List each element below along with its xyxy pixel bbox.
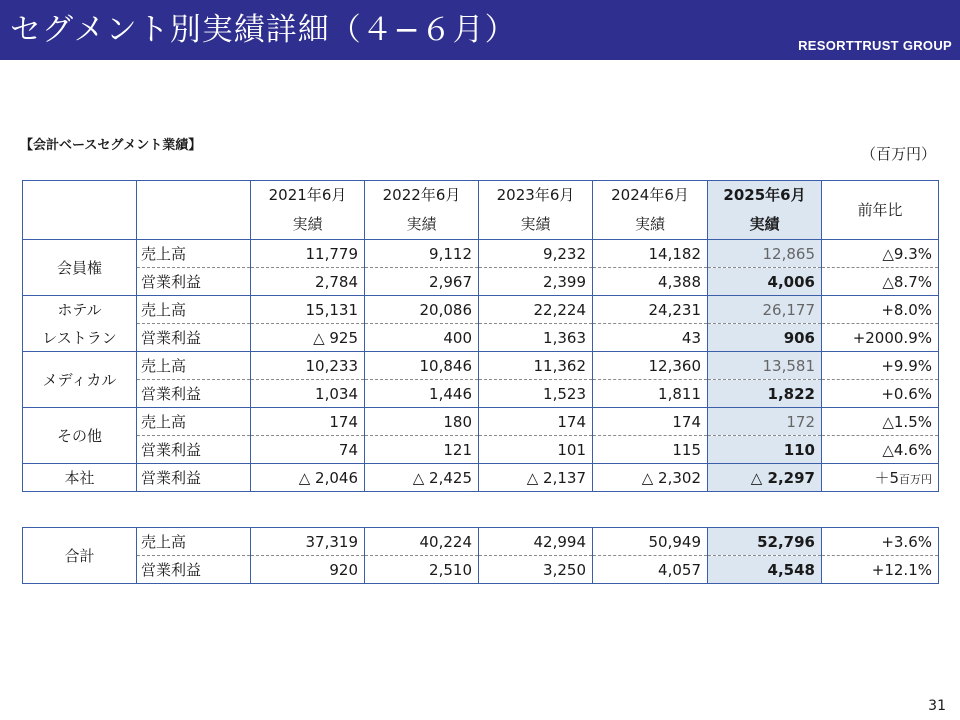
row-item-label: 営業利益 xyxy=(137,464,251,492)
cell-value: △ 2,137 xyxy=(479,464,593,492)
row-item-label: 営業利益 xyxy=(137,380,251,408)
cell-value: 174 xyxy=(251,408,365,436)
table-header-row xyxy=(23,181,939,240)
cell-yoy: +12.1% xyxy=(822,556,939,584)
cell-value: 174 xyxy=(593,408,708,436)
header-2022: 2022年6月 実績 xyxy=(365,181,479,240)
cell-yoy: △4.6% xyxy=(822,436,939,464)
page-title: セグメント別実績詳細（４−６月） xyxy=(10,12,517,48)
cell-value: 40,224 xyxy=(365,528,479,556)
row-item-label: 売上高 xyxy=(137,352,251,380)
cell-value: 4,388 xyxy=(593,268,708,296)
cell-value: 11,362 xyxy=(479,352,593,380)
cell-value: 11,779 xyxy=(251,240,365,268)
table-row xyxy=(23,324,939,352)
cell-value: 101 xyxy=(479,436,593,464)
cell-value-current: 4,548 xyxy=(708,556,822,584)
table-row xyxy=(23,528,939,556)
row-item-label: 営業利益 xyxy=(137,268,251,296)
cell-value-current: 110 xyxy=(708,436,822,464)
cell-yoy: △9.3% xyxy=(822,240,939,268)
table-row xyxy=(23,408,939,436)
cell-value-current: 12,865 xyxy=(708,240,822,268)
cell-yoy: +2000.9% xyxy=(822,324,939,352)
cell-value: 1,446 xyxy=(365,380,479,408)
cell-value: 42,994 xyxy=(479,528,593,556)
row-item-label: 売上高 xyxy=(137,408,251,436)
cell-value: 2,784 xyxy=(251,268,365,296)
cell-value: △ 2,302 xyxy=(593,464,708,492)
header-empty-segment xyxy=(23,181,137,240)
cell-value: △ 925 xyxy=(251,324,365,352)
cell-value: 2,399 xyxy=(479,268,593,296)
header-2023: 2023年6月 実績 xyxy=(479,181,593,240)
cell-value: 10,233 xyxy=(251,352,365,380)
cell-value-current: 52,796 xyxy=(708,528,822,556)
company-logo-text: RESORTTRUST GROUP xyxy=(798,38,952,53)
table-row xyxy=(23,240,939,268)
cell-value: 9,232 xyxy=(479,240,593,268)
cell-value-current: 1,822 xyxy=(708,380,822,408)
cell-yoy: △8.7% xyxy=(822,268,939,296)
table-row xyxy=(23,296,939,324)
cell-value-current: 26,177 xyxy=(708,296,822,324)
cell-value: 1,363 xyxy=(479,324,593,352)
cell-value: 3,250 xyxy=(479,556,593,584)
row-item-label: 営業利益 xyxy=(137,556,251,584)
table-row xyxy=(23,352,939,380)
cell-value: 174 xyxy=(479,408,593,436)
unit-label: （百万円） xyxy=(860,145,936,163)
segment-name: 本社 xyxy=(23,464,137,492)
header-2024: 2024年6月 実績 xyxy=(593,181,708,240)
cell-value: 121 xyxy=(365,436,479,464)
cell-value: △ 2,425 xyxy=(365,464,479,492)
cell-value: 22,224 xyxy=(479,296,593,324)
cell-value-current: △ 2,297 xyxy=(708,464,822,492)
title-bar xyxy=(0,0,960,60)
cell-value-current: 4,006 xyxy=(708,268,822,296)
cell-value: 20,086 xyxy=(365,296,479,324)
header-empty-item xyxy=(137,181,251,240)
row-item-label: 売上高 xyxy=(137,296,251,324)
cell-value-current: 906 xyxy=(708,324,822,352)
header-2021: 2021年6月 実績 xyxy=(251,181,365,240)
total-table xyxy=(22,527,939,584)
table-row xyxy=(23,268,939,296)
cell-value: 920 xyxy=(251,556,365,584)
segment-name-line2: レストラン xyxy=(23,324,137,352)
table-row xyxy=(23,556,939,584)
cell-value: 4,057 xyxy=(593,556,708,584)
yoy-unit: 百万円 xyxy=(899,473,932,486)
cell-value: 2,510 xyxy=(365,556,479,584)
yoy-value: ＋5 xyxy=(874,469,899,487)
cell-value: 10,846 xyxy=(365,352,479,380)
cell-value: 12,360 xyxy=(593,352,708,380)
cell-value: 74 xyxy=(251,436,365,464)
cell-value: 1,811 xyxy=(593,380,708,408)
cell-value: 1,523 xyxy=(479,380,593,408)
cell-yoy xyxy=(822,464,939,492)
cell-yoy: +0.6% xyxy=(822,380,939,408)
row-item-label: 売上高 xyxy=(137,240,251,268)
table-row xyxy=(23,464,939,492)
section-label: 【会計ベースセグメント業績】 xyxy=(20,138,202,153)
cell-value: 15,131 xyxy=(251,296,365,324)
cell-value: 2,967 xyxy=(365,268,479,296)
cell-value: △ 2,046 xyxy=(251,464,365,492)
header-2025: 2025年6月 実績 xyxy=(708,181,822,240)
cell-value: 400 xyxy=(365,324,479,352)
cell-value: 115 xyxy=(593,436,708,464)
segment-name: 会員権 xyxy=(23,240,137,296)
cell-value: 50,949 xyxy=(593,528,708,556)
table-row xyxy=(23,436,939,464)
cell-value: 14,182 xyxy=(593,240,708,268)
row-item-label: 売上高 xyxy=(137,528,251,556)
cell-value: 37,319 xyxy=(251,528,365,556)
segment-table xyxy=(22,180,939,492)
cell-yoy: +9.9% xyxy=(822,352,939,380)
cell-value: 1,034 xyxy=(251,380,365,408)
row-item-label: 営業利益 xyxy=(137,436,251,464)
segment-name: メディカル xyxy=(23,352,137,408)
header-yoy: 前年比 xyxy=(822,181,939,240)
cell-yoy: +8.0% xyxy=(822,296,939,324)
cell-value-current: 172 xyxy=(708,408,822,436)
segment-name: その他 xyxy=(23,408,137,464)
page-number: 31 xyxy=(928,698,946,714)
cell-value: 43 xyxy=(593,324,708,352)
table-row xyxy=(23,380,939,408)
cell-value: 9,112 xyxy=(365,240,479,268)
segment-name-line1: ホテル xyxy=(23,296,137,324)
cell-yoy: +3.6% xyxy=(822,528,939,556)
cell-value: 180 xyxy=(365,408,479,436)
row-item-label: 営業利益 xyxy=(137,324,251,352)
cell-value-current: 13,581 xyxy=(708,352,822,380)
total-name: 合計 xyxy=(23,528,137,584)
cell-value: 24,231 xyxy=(593,296,708,324)
cell-yoy: △1.5% xyxy=(822,408,939,436)
